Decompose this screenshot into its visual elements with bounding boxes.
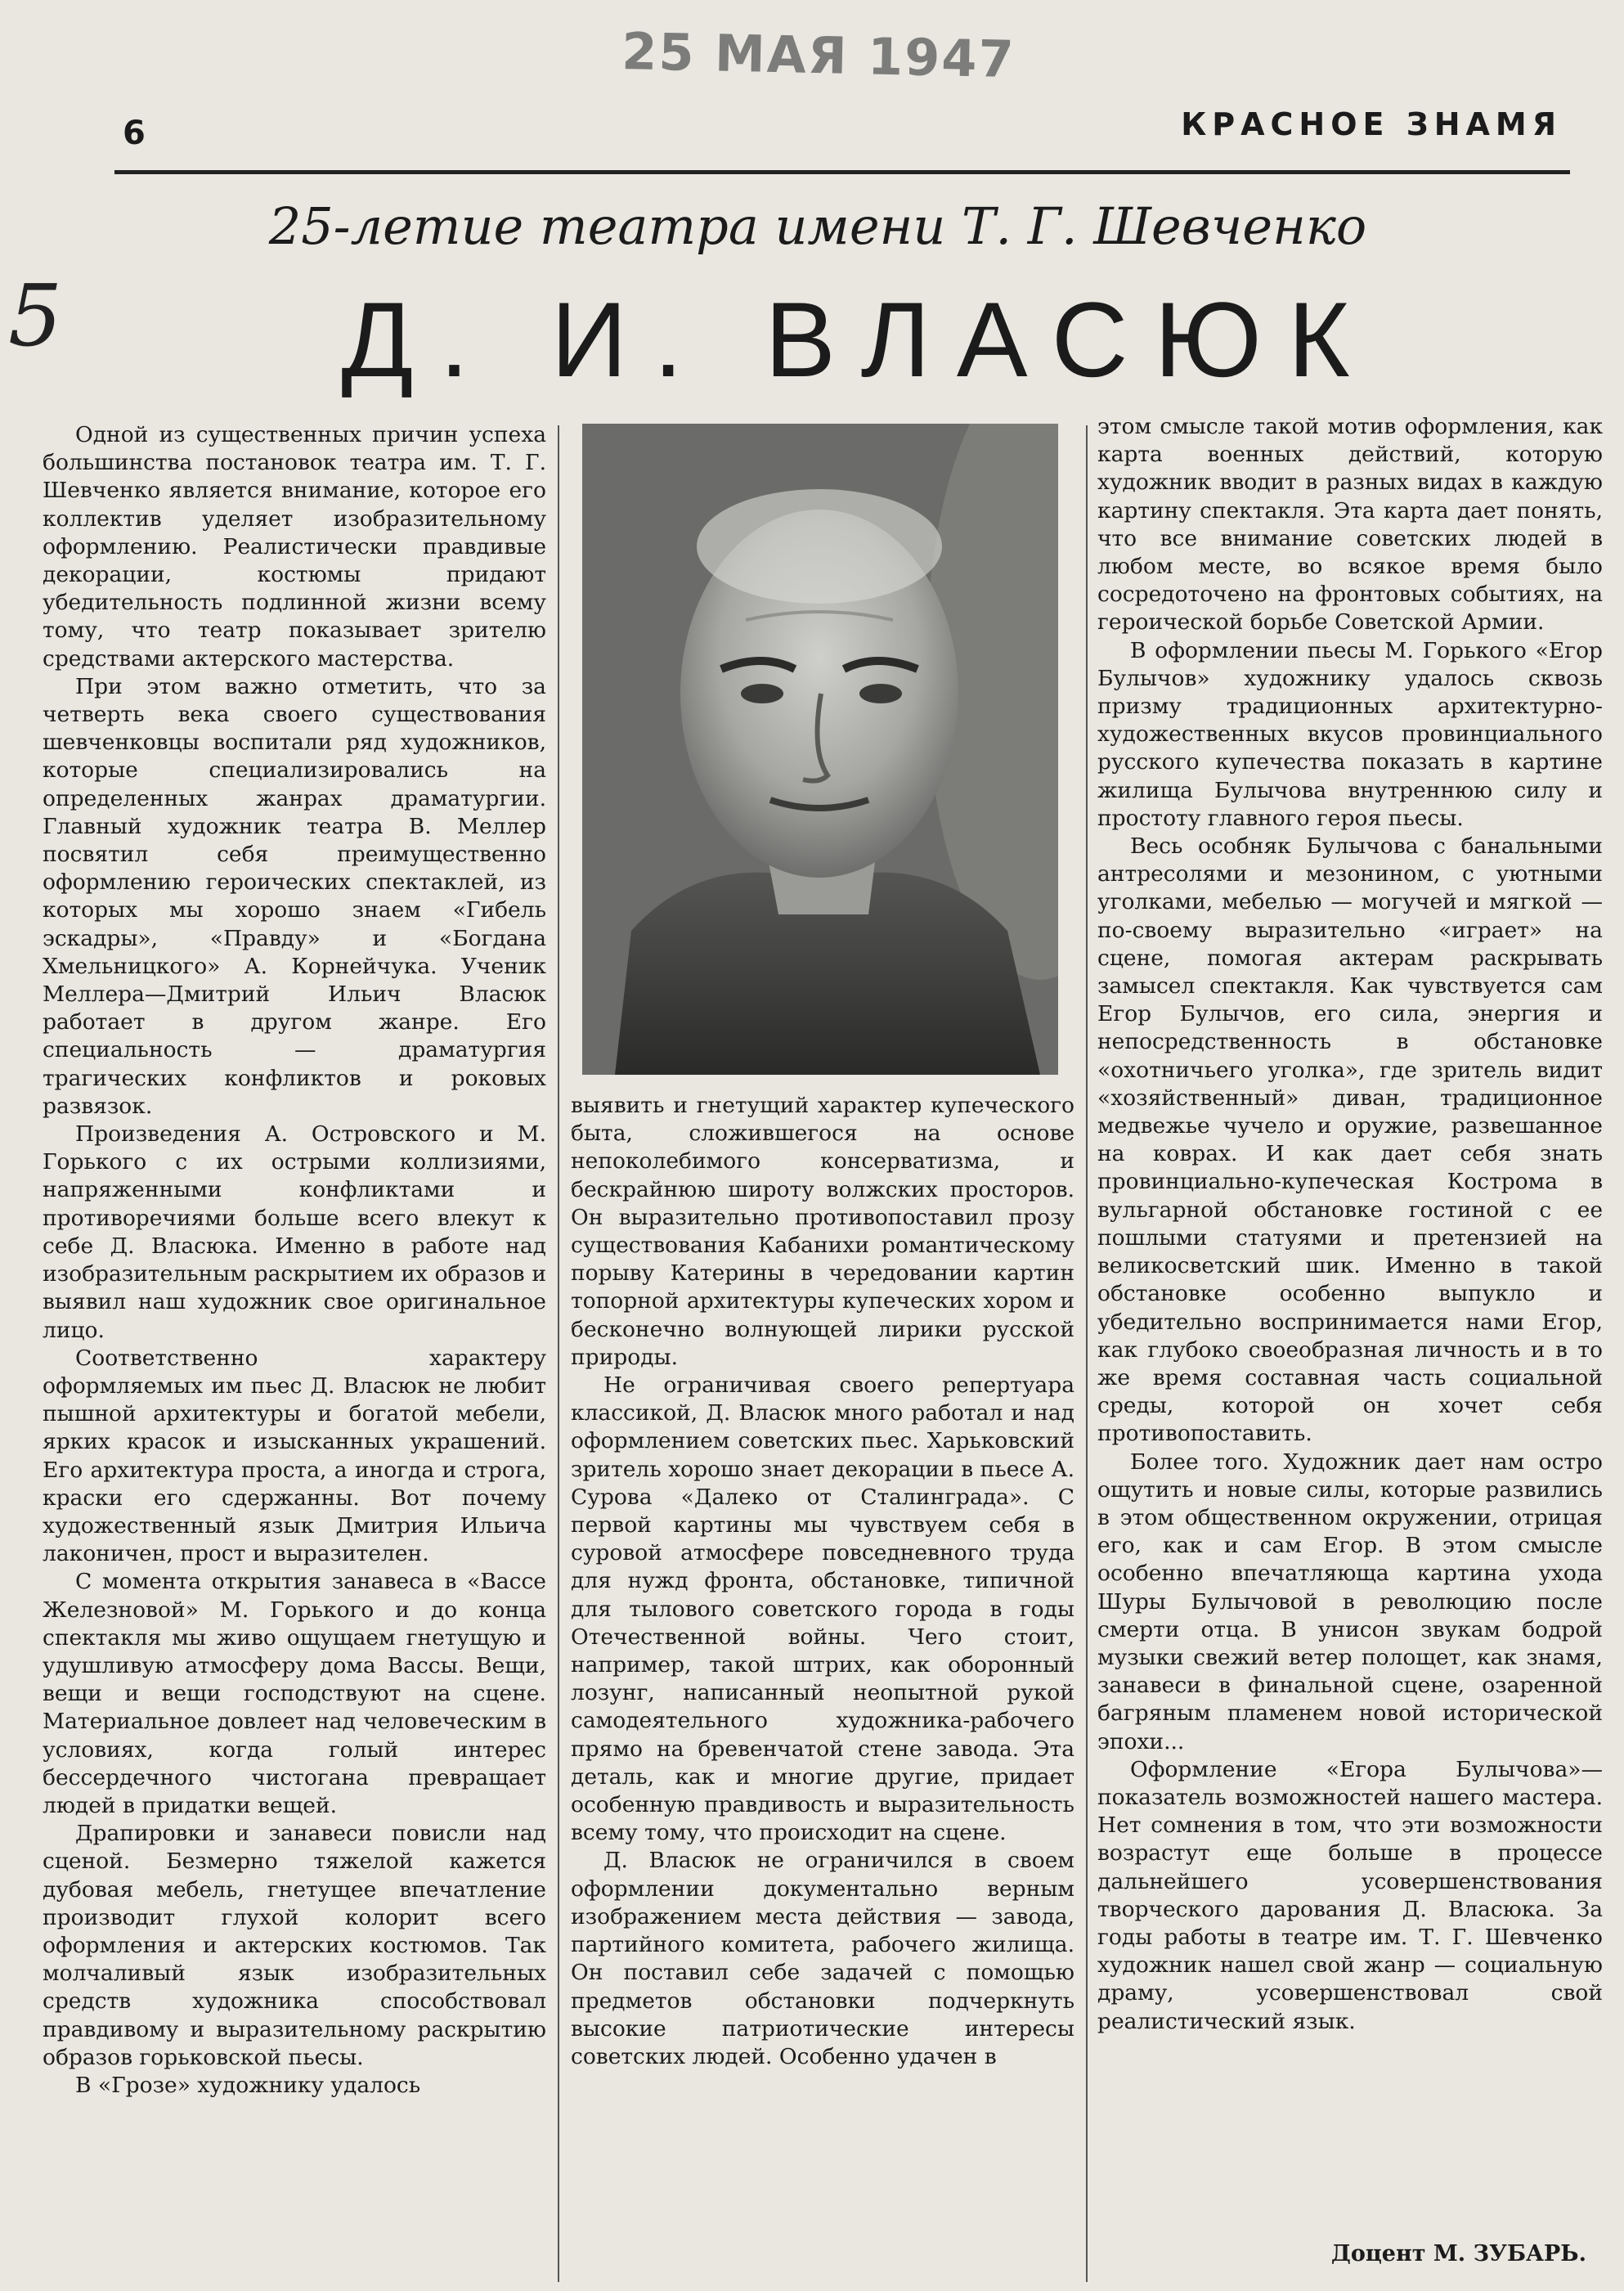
paragraph: В оформлении пьесы М. Горького «Егор Булычов» художнику удалось сквозь призму традиционных архитектурно-художественных вкусов провинциального русского купечества показать в картине жилища Булычова внутреннюю силу и простоту главного героя пьесы. [1097, 637, 1603, 831]
author-signature: Доцент М. ЗУБАРЬ. [1330, 2241, 1586, 2266]
page-number: 6 [123, 115, 146, 152]
article-headline: Д. И. ВЛАСЮК [341, 280, 1376, 399]
article-supertitle: 25-летие театра имени Т. Г. Шевченко [268, 196, 1367, 256]
paragraph: этом смысле такой мотив оформления, как карта военных действий, которую художник вводит в разных видах в каждую картину спектакля. Эта карта дает понять, что все внимание советских людей в любом месте, во всякое время было сосредоточено на фронтовых событиях, на героической борьбе Советской Армии. [1097, 414, 1603, 636]
paragraph: Д. Власюк не ограничился в своем оформлении документально верным изображением места действия — завода, партийного комитета, рабочего жилища. Он поставил себе задачей с помощью предметов обстановки подчеркнуть высокие патриотические интересы советских людей. Особенно удачен в [571, 1848, 1074, 2069]
handwritten-mark: 5 [8, 266, 63, 366]
paragraph: Произведения А. Островского и М. Горького с их острыми коллизиями, напряженными конфликтами и противоречиями больше всего влекут к себе Д. Власюка. Именно в работе над изобразительным раскрытием их образов и выявил наш художник свое оригинальное лицо. [43, 1121, 546, 1343]
header-rule [114, 170, 1570, 174]
paragraph: При этом важно отметить, что за четверть века своего существования шевченковцы воспитали ряд художников, которые специализировались на определенных жанрах драматургии. Главный художник театра В. Меллер посвятил себя преимущественно оформлению героических спектаклей, из которых мы хорошо знаем «Гибель эскадры», «Правду» и «Богдана Хмельницкого» А. Корнейчука. Ученик Меллера—Дмитрий Ильич Власюк работает в другом жанре. Его специальность — драматургия трагических конфликтов и роковых развязок. [43, 673, 546, 1119]
paragraph: С момента открытия занавеса в «Вассе Железновой» М. Горького и до конца спектакля мы живо ощущаем гнетущую и удушливую атмосферу дома Вассы. Вещи, вещи и вещи господствуют на сцене. Материальное довлеет над человеческим в условиях, когда голый интерес бессердечного чистогана превращает людей в придатки вещей. [43, 1569, 546, 1818]
paragraph: Соответственно характеру оформляемых им пьес Д. Власюк не любит пышной архитектуры и богатой мебели, ярких красок и изысканных украшений. Его архитектура проста, а иногда и строга, краски его сдержанны. Вот почему художественный язык Дмитрия Ильича лаконичен, прост и выразителен. [43, 1345, 546, 1567]
article-column-2 [571, 1092, 1074, 2291]
column-divider [558, 425, 559, 2282]
paragraph: Драпировки и занавеси повисли над сценой. Безмерно тяжелой кажется дубовая мебель, гнетущее впечатление производит глухой колорит всего оформления и актерских костюмов. Так молчаливый язык изобразительных средств художника способствовал правдивому и выразительному раскрытию образов горьковской пьесы. [43, 1821, 546, 2070]
article-column-3 [1097, 413, 1603, 2291]
date-stamp: 25 МАЯ 1947 [621, 21, 1016, 90]
article-column-1 [43, 421, 546, 2291]
paragraph: Весь особняк Булычова с банальными антресолями и мезонином, с уютными уголками, мебелью — могучей и мягкой — по-своему выразительно «играет» на сцене, помогая актерам раскрывать замысел спектакля. Как чувствуется сам Егор Булычов, его сила, энергия и непосредственность в обстановке «охотничьего уголка», где зритель видит «хозяйственный» диван, традиционное медвежье чучело и оружие, развешанное на коврах. И как дает себя знать провинциально-купеческая Кострома в вульгарной обстановке гостиной с ее пошлыми статуями и претензией на великосветский шик. Именно в такой обстановке особенно выпукло и убедительно воспринимается нами Егор, как глубоко своеобразная личность и в то же время составная часть социальной среды, которой он хочет себя противопоставить. [1097, 833, 1603, 1447]
newspaper-masthead: КРАСНОЕ ЗНАМЯ [1181, 106, 1562, 142]
paragraph: Не ограничивая своего репертуара классикой, Д. Власюк много работал и над оформлением советских пьес. Харьковский зритель хорошо знает декорации в пьесе А. Сурова «Далеко от Сталинграда». С первой картины мы чувствуем себя в суровой атмосфере повседневного труда для нужд фронта, обстановке, типичной для тылового советского города в годы Отечественной войны. Чего стоит, например, такой штрих, как оборонный лозунг, написанный неопытной рукой самодеятельного художника-рабочего прямо на бревенчатой стене завода. Эта деталь, как и многие другие, придает особенную правдивость и выразительность всему тому, что происходит на сцене. [571, 1372, 1074, 1846]
column-divider [1086, 425, 1088, 2282]
paragraph: Оформление «Егора Булычова»—показатель возможностей нашего мастера. Нет сомнения в том, что эти возможности возрастут еще больше в процессе дальнейшего усовершенствования творческого дарования Д. Власюка. За годы работы в театре им. Т. Г. Шевченко художник нашел свой жанр — социальную драму, усовершенствовал свой реалистический язык. [1097, 1756, 1603, 2034]
paragraph: В «Грозе» художнику удалось [75, 2072, 421, 2098]
paragraph: Одной из существенных причин успеха большинства постановок театра им. Т. Г. Шевченко является внимание, которое его коллектив уделяет изобразительному оформлению. Реалистически правдивые декорации, костюмы придают убедительность подлинной жизни всему тому, что театр показывает зрителю средствами актерского мастерства. [43, 422, 546, 672]
paragraph: выявить и гнетущий характер купеческого быта, сложившегося на основе непоколебимого консерватизма, и бескрайнюю широту волжских просторов. Он выразительно противопоставил прозу существования Кабанихи романтическому порыву Катерины в чередовании картин топорной архитектуры купеческих хором и бесконечно волнующей лирики русской природы. [571, 1093, 1074, 1370]
portrait-photo [582, 424, 1058, 1075]
portrait-illustration [582, 424, 1058, 1075]
paragraph: Более того. Художник дает нам остро ощутить и новые силы, которые развились в этом общественном окружении, отрицая его, как и сам Егор. В этом смысле особенно впечатляюща картина ухода Шуры Булычовой в революцию после смерти отца. В унисон звукам бодрой музыки свежий ветер полощет, как знамя, занавеси в финальной сцене, озаренной багряным пламенем новой исторической эпохи... [1097, 1449, 1603, 1754]
